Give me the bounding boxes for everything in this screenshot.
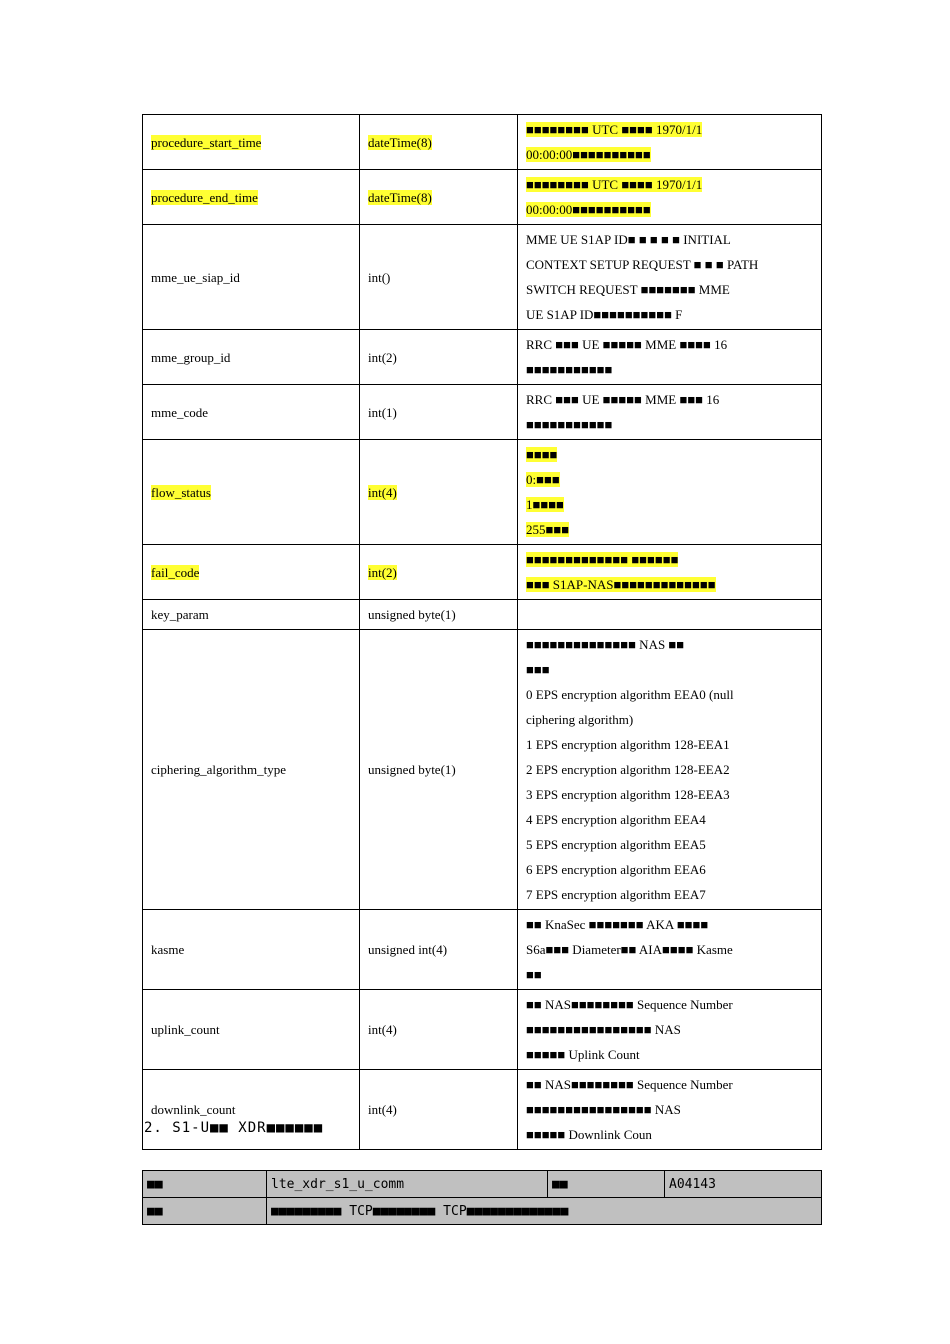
- field-name: procedure_start_time: [151, 134, 262, 150]
- field-description-line: [526, 492, 813, 517]
- field-description-line: [526, 782, 813, 807]
- field-description-line: [526, 172, 813, 197]
- description-text: RRC ■■■ UE ■■■■■ MME ■■■ 16: [526, 392, 720, 407]
- description-text: 1 EPS encryption algorithm 128-EEA1: [526, 737, 730, 752]
- field-type: int(4): [368, 484, 397, 500]
- description-text: UE S1AP ID■■■■■■■■■■ F: [526, 307, 683, 322]
- meta-label: ■■: [143, 1198, 267, 1225]
- field-type: int(1): [368, 404, 397, 420]
- field-description-line: [526, 547, 813, 572]
- description-text: 6 EPS encryption algorithm EEA6: [526, 862, 706, 877]
- field-description-cell: [518, 440, 822, 545]
- description-text: 7 EPS encryption algorithm EEA7: [526, 887, 706, 902]
- meta-description: ■■■■■■■■■ TCP■■■■■■■■ TCP■■■■■■■■■■■■■: [267, 1198, 822, 1225]
- field-name-cell: [143, 440, 360, 545]
- section-heading: 2. S1-U■■ XDR■■■■■■: [144, 1120, 324, 1136]
- field-name-cell: [143, 630, 360, 910]
- field-description-line: [526, 657, 813, 682]
- description-text: S6a■■■ Diameter■■ AIA■■■■ Kasme: [526, 942, 733, 957]
- field-description-line: [526, 937, 813, 962]
- description-text: ciphering algorithm): [526, 712, 634, 727]
- description-text: ■■■■■■■■ UTC ■■■■ 1970/1/1: [526, 177, 703, 192]
- table-row: [143, 115, 822, 170]
- field-name: mme_group_id: [151, 349, 231, 365]
- field-description-line: [526, 962, 813, 987]
- description-text: ■■ NAS■■■■■■■■ Sequence Number: [526, 1077, 733, 1092]
- field-description-line: [526, 572, 813, 597]
- table-row: [143, 545, 822, 600]
- table-row: [143, 630, 822, 910]
- field-type: int(2): [368, 349, 397, 365]
- description-text: ■■ KnaSec ■■■■■■■ AKA ■■■■: [526, 917, 709, 932]
- field-description-cell: [518, 990, 822, 1070]
- description-text: ■■■■■■■■ UTC ■■■■ 1970/1/1: [526, 122, 703, 137]
- field-name-cell: [143, 115, 360, 170]
- field-type-cell: [360, 330, 518, 385]
- field-name-cell: [143, 910, 360, 990]
- field-description-line: [526, 227, 813, 252]
- field-description-cell: [518, 225, 822, 330]
- field-description-line: [526, 857, 813, 882]
- table-row: [143, 910, 822, 990]
- description-text: RRC ■■■ UE ■■■■■ MME ■■■■ 16: [526, 337, 728, 352]
- field-description-line: [526, 912, 813, 937]
- field-name-cell: [143, 600, 360, 630]
- field-type-cell: [360, 990, 518, 1070]
- field-table: [142, 114, 822, 1150]
- field-type-cell: [360, 440, 518, 545]
- field-type: unsigned byte(1): [368, 762, 456, 777]
- description-text: SWITCH REQUEST ■■■■■■■ MME: [526, 282, 730, 297]
- description-text: 5 EPS encryption algorithm EEA5: [526, 837, 706, 852]
- field-type: unsigned byte(1): [368, 607, 456, 622]
- field-type: unsigned int(4): [368, 942, 448, 957]
- field-description-line: [526, 682, 813, 707]
- field-name: kasme: [151, 942, 185, 957]
- field-description-line: [526, 332, 813, 357]
- field-type: dateTime(8): [368, 189, 432, 205]
- field-type-cell: [360, 170, 518, 225]
- description-text: MME UE S1AP ID■ ■ ■ ■ ■ INITIAL: [526, 232, 731, 247]
- description-text: ■■: [526, 967, 542, 982]
- table-row: [143, 170, 822, 225]
- field-type-cell: [360, 225, 518, 330]
- table-row: [143, 990, 822, 1070]
- field-name-cell: [143, 1070, 360, 1150]
- field-type-cell: [360, 910, 518, 990]
- description-text: 00:00:00■■■■■■■■■■: [526, 202, 651, 217]
- table-row: [143, 330, 822, 385]
- field-description-line: [526, 1122, 813, 1147]
- description-text: 00:00:00■■■■■■■■■■: [526, 147, 651, 162]
- field-description-line: [526, 632, 813, 657]
- field-description-line: [526, 197, 813, 222]
- description-text: 0 EPS encryption algorithm EEA0 (null: [526, 687, 734, 702]
- description-text: ■■■■■ Downlink Coun: [526, 1127, 652, 1142]
- description-text: ■■■■■■■■■■■: [526, 417, 613, 432]
- description-text: 3 EPS encryption algorithm 128-EEA3: [526, 787, 730, 802]
- table-row: [143, 385, 822, 440]
- field-description-line: [526, 302, 813, 327]
- field-description-cell: [518, 1070, 822, 1150]
- field-name: uplink_count: [151, 1022, 220, 1037]
- field-description-line: [526, 1017, 813, 1042]
- field-description-line: [526, 1072, 813, 1097]
- description-text: 0:■■■: [526, 472, 560, 487]
- field-description-line: [526, 707, 813, 732]
- field-name-cell: [143, 225, 360, 330]
- field-name: ciphering_algorithm_type: [151, 762, 287, 777]
- field-description-line: [526, 142, 813, 167]
- field-description-line: [526, 442, 813, 467]
- field-type: dateTime(8): [368, 134, 432, 150]
- description-text: ■■■■■■■■■■■■■■■■ NAS: [526, 1022, 681, 1037]
- field-type: int(2): [368, 564, 397, 580]
- table-row: [143, 600, 822, 630]
- field-name: mme_ue_siap_id: [151, 269, 240, 285]
- field-description-cell: [518, 600, 822, 630]
- meta-table: [142, 1170, 822, 1225]
- field-type-cell: [360, 115, 518, 170]
- description-text: CONTEXT SETUP REQUEST ■ ■ ■ PATH: [526, 257, 759, 272]
- table-row: [143, 225, 822, 330]
- field-name: key_param: [151, 607, 209, 622]
- field-description-line: [526, 732, 813, 757]
- field-name-cell: [143, 385, 360, 440]
- meta-row-desc: [143, 1198, 822, 1225]
- field-description-line: [526, 412, 813, 437]
- meta-table-code: A04143: [665, 1171, 822, 1198]
- description-text: ■■■■■■■■■■■: [526, 362, 613, 377]
- field-description-line: [526, 357, 813, 382]
- description-text: ■■■■: [526, 447, 558, 462]
- field-description-cell: [518, 630, 822, 910]
- description-text: ■■■■■■■■■■■■■ ■■■■■■: [526, 552, 679, 567]
- field-description-cell: [518, 545, 822, 600]
- table-row: [143, 440, 822, 545]
- description-text: ■■■■■ Uplink Count: [526, 1047, 640, 1062]
- field-description-cell: [518, 170, 822, 225]
- meta-label: ■■: [548, 1171, 665, 1198]
- field-name: fail_code: [151, 564, 200, 580]
- field-name-cell: [143, 170, 360, 225]
- field-name: downlink_count: [151, 1102, 236, 1117]
- field-description-cell: [518, 330, 822, 385]
- field-type-cell: [360, 630, 518, 910]
- field-name: procedure_end_time: [151, 189, 258, 205]
- field-description-line: [526, 807, 813, 832]
- field-type: int(): [368, 269, 391, 285]
- field-type-cell: [360, 1070, 518, 1150]
- field-type-cell: [360, 545, 518, 600]
- field-type-cell: [360, 600, 518, 630]
- field-description-line: [526, 882, 813, 907]
- field-name: flow_status: [151, 484, 211, 500]
- field-description-line: [526, 832, 813, 857]
- field-description-line: [526, 467, 813, 492]
- description-text: ■■■■■■■■■■■■■■ NAS ■■: [526, 637, 685, 652]
- description-text: ■■■ S1AP-NAS■■■■■■■■■■■■■: [526, 577, 716, 592]
- field-type: int(4): [368, 1102, 397, 1117]
- table-row: [143, 1070, 822, 1150]
- field-description-cell: [518, 385, 822, 440]
- field-description-line: [526, 1097, 813, 1122]
- field-description-line: [526, 277, 813, 302]
- meta-table-name: lte_xdr_s1_u_comm: [267, 1171, 548, 1198]
- field-description-cell: [518, 115, 822, 170]
- field-name-cell: [143, 545, 360, 600]
- description-text: 255■■■: [526, 522, 570, 537]
- field-table-body: [143, 115, 822, 1150]
- description-text: ■■■: [526, 662, 550, 677]
- meta-label: ■■: [143, 1171, 267, 1198]
- field-description-line: [526, 117, 813, 142]
- field-description-line: [526, 992, 813, 1017]
- field-description-line: [526, 252, 813, 277]
- description-text: 1■■■■: [526, 497, 564, 512]
- field-description-line: [526, 517, 813, 542]
- description-text: ■■■■■■■■■■■■■■■■ NAS: [526, 1102, 681, 1117]
- field-name: mme_code: [151, 404, 209, 420]
- field-type-cell: [360, 385, 518, 440]
- field-name-cell: [143, 990, 360, 1070]
- field-description-line: [526, 387, 813, 412]
- field-description-cell: [518, 910, 822, 990]
- description-text: ■■ NAS■■■■■■■■ Sequence Number: [526, 997, 733, 1012]
- meta-row-name: [143, 1171, 822, 1198]
- description-text: 4 EPS encryption algorithm EEA4: [526, 812, 706, 827]
- field-name-cell: [143, 330, 360, 385]
- field-description-line: [526, 757, 813, 782]
- field-description-line: [526, 1042, 813, 1067]
- description-text: 2 EPS encryption algorithm 128-EEA2: [526, 762, 730, 777]
- field-type: int(4): [368, 1022, 397, 1037]
